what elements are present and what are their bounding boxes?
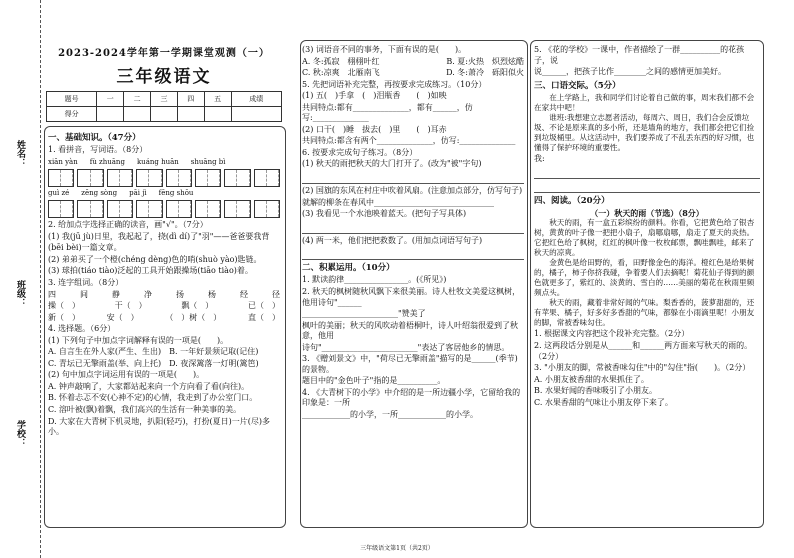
question-line: 2. 秋天的枫树随秋风飘下来很美丽。诗人杜牧文美爱这枫树，他用诗句"______ <box>302 286 521 307</box>
binding-margin <box>0 0 41 558</box>
option-row <box>302 68 524 79</box>
prompt-text: 谁班:我想建立志愿者活动，每周六、周日，我们合会反馈垃圾、不论是原来真的多小所，还是墙角的地方，我们都会把它们捡到垃圾桶里。从这活动中，我们要养成了不乱丢东西的好习惯，也懂得了保护环境的重要性。 <box>534 112 755 152</box>
question-line: 诗句"________________________"表达了客居他乡的情思。 <box>302 342 510 352</box>
question-line: 2. 这两段话分别是从______和______两方面来写秋天的雨的。（2分） <box>534 340 753 361</box>
score-header-cell: 题号 <box>47 92 97 107</box>
answer-line[interactable] <box>534 167 760 179</box>
word-blank[interactable]: 飘（ ） <box>181 301 214 311</box>
word: 扬 <box>176 289 184 299</box>
answer-line[interactable] <box>534 181 760 193</box>
score-table <box>46 91 282 122</box>
column-left <box>44 130 284 439</box>
question: 5. 先把词语补充完整，再按要求完成练习。（10分） <box>302 79 487 89</box>
word: 间 <box>80 289 88 299</box>
score-header-cell: 二 <box>124 92 151 107</box>
score-cell[interactable] <box>97 107 124 122</box>
column-right <box>534 44 760 409</box>
pinyin: shuāng bì <box>190 157 226 166</box>
word-blank[interactable]: （ ）树（ ） <box>165 312 222 322</box>
question-line: ____________的小学，一所____________的小学。 <box>302 409 478 419</box>
exam-title: 2023-2024学年第一学期课堂观测（一） <box>58 48 270 59</box>
pinyin: xiān yàn <box>48 157 78 166</box>
word: 径 <box>272 289 280 299</box>
word-blank[interactable]: 已（ ） <box>247 301 280 311</box>
option-row <box>302 57 524 68</box>
pinyin-row <box>48 189 280 198</box>
word-blank[interactable]: 新（ ） <box>48 312 80 322</box>
question-line: 就解的柳条在春风中______________________________ <box>302 197 494 207</box>
score-header-cell: 五 <box>204 92 231 107</box>
writing-grid[interactable] <box>48 169 280 187</box>
school-label: 学校： <box>15 420 25 447</box>
reading-paragraph: 秋天的雨，藏着非常好闻的气味。梨香香的，菠萝甜甜的，还有苹果、橘子，好多好多香甜的气味，都躲在小雨滴里呢！小朋友的脚，常被香味勾住。 <box>534 298 755 328</box>
question-line: 题目中的"金色叶子"指的是__________。 <box>302 376 446 386</box>
question-line: (3) 词语音不同的事务，下面有误的是( )。 <box>302 45 467 54</box>
exam-header <box>44 44 284 122</box>
score-cell[interactable] <box>124 107 151 122</box>
option: D. 冬:萧冷 砾阳似火 <box>446 68 524 78</box>
option: B. 怀着忐忑不安(心神不定)的心情，我走到了办公室门口。 <box>48 393 258 403</box>
section-title: 三、口语交际。（5分） <box>534 80 621 91</box>
question-line: (2) 口干( )睡 拔去( )里 ( )耳赤 <box>302 124 447 134</box>
column-middle <box>302 44 524 422</box>
section-title: 一、基础知识。（47分） <box>48 133 141 143</box>
question-line: (1) 秋天的雨把秋天的大门打开了。(改为"被"字句) <box>302 159 482 169</box>
option: A. 冬:孤寂 栩栩叶红 <box>302 56 380 66</box>
score-header-cell: 一 <box>97 92 124 107</box>
score-cell[interactable] <box>204 107 231 122</box>
word: 静 <box>112 289 120 299</box>
pinyin: guì zé <box>48 189 70 197</box>
question: 4. 选择题。（6分） <box>48 324 116 334</box>
score-cell[interactable] <box>177 107 204 122</box>
answer-line[interactable] <box>302 222 524 234</box>
answer-label: 我: <box>534 153 545 163</box>
score-header-cell: 成绩 <box>231 92 281 107</box>
writing-grid[interactable] <box>48 200 280 218</box>
option: A. 小朋友被香甜的水果抓住了。 <box>534 374 649 384</box>
score-row-label: 得分 <box>47 107 97 122</box>
option: B. 水果好闻的香味吸引了小朋友。 <box>534 386 657 396</box>
question-line: 3. "小朋友的脚，常被香味勾住"中的"勾住"指( )。（2分） <box>534 363 751 373</box>
question-line: (3) 我看见一个水池映着蓝天。(把句子写具体) <box>302 209 467 219</box>
question-line: (2) 句中加点字词运用有误的一项是( )。 <box>48 370 205 380</box>
score-cell[interactable] <box>231 107 281 122</box>
question-line: 共同特点:都含有两个______________，仿写:______________ <box>302 136 516 146</box>
pinyin: pāi jì <box>129 189 147 197</box>
page-footer: 三年级语文第1页（共2页） <box>360 545 434 552</box>
pinyin: fēng shōu <box>158 189 194 197</box>
word: 杨 <box>208 289 216 299</box>
word-blank[interactable]: 操（ ） <box>48 301 80 311</box>
answer-line[interactable] <box>302 172 524 184</box>
word-blank[interactable]: 直（ ） <box>247 312 280 322</box>
class-label: 班级： <box>15 280 25 307</box>
word: 净 <box>144 289 152 299</box>
question: 2. 给加点字选择正确的读音，画"√"。（7分） <box>48 220 208 230</box>
word-row <box>48 313 280 324</box>
score-header-cell: 四 <box>177 92 204 107</box>
question: 3. 连字组词。（8分） <box>48 277 124 287</box>
pinyin: fù zhuāng <box>89 157 125 166</box>
question-line: (2) 弟弟买了一个橙(chéng dèng)色的哨(shuò yào)匙链。 <box>48 254 262 264</box>
option: B. 夏:火热 炽烈炫酷 <box>446 56 524 66</box>
question-line: 1. 根据课文内容把这个段补充完整。（2分） <box>534 329 690 339</box>
pinyin-row <box>48 158 280 167</box>
question-line: 3. 《赠刘景文》中，"荷尽已无擎雨盖"描写的是______(季节)的景物。 <box>302 354 518 374</box>
reading-title: （一）秋天的雨（节选）（8分） <box>590 207 704 218</box>
question: 6. 按要求完成句子练习。（8分） <box>302 147 418 157</box>
question: 1. 看拼音，写词语。（8分） <box>48 145 148 155</box>
option: C. 青坛已无擎雨盖(举、向上托) D. 夜深篱落一灯明(篱笆) <box>48 358 259 368</box>
answer-line[interactable] <box>302 248 524 260</box>
question-line: 1. 默读韵律________________。(《所见》) <box>302 275 447 285</box>
pinyin: kuáng huān <box>136 157 179 166</box>
reading-paragraph: 金黄色是给田野的，看，田野像金色的海洋。橙红色是给果树的，橘子，柿子你挤我碰，争着要人们去摘呢！菊花仙子得到的颜色就更多了，紫红的、淡黄的、雪白的……美丽的菊花在秋雨里频频点头。 <box>534 258 755 298</box>
question-line: 4. 《大青树下的小学》中介绍的是一所边疆小学，它留给我的印象是：一所 <box>302 387 521 408</box>
score-header-cell: 三 <box>151 92 178 107</box>
section-title: 二、积累运用。（10分） <box>302 263 395 274</box>
question-line: (3) 球拍(tiáo tiào)泛起的工具开始跟操场(tiāo tiào)着。 <box>48 266 253 276</box>
pinyin: zēng sòng <box>81 189 118 197</box>
subject-title: 三年级语文 <box>116 67 212 87</box>
question-line: ________________________"赞美了 <box>302 309 426 319</box>
word-blank[interactable]: 安（ ） <box>106 312 139 322</box>
option: C. 水果香甜的气味让小朋友停下来了。 <box>534 397 673 407</box>
word-row <box>48 290 280 301</box>
word: 经 <box>240 289 248 299</box>
question-line: (1) 下列句子中加点字词解释有误的一项是( )。 <box>48 335 229 345</box>
section-title: 四、阅读。（20分） <box>534 195 610 206</box>
question-line: (4) 两一米，他们把把救数了。(用加点词语写句子) <box>302 235 483 245</box>
question-line: (bēi bèi)一篇文章。 <box>48 243 122 253</box>
reading-paragraph: 秋天的雨，有一盒五彩缤纷的颜料。你看，它把黄色给了银杏树，黄黄的叶子像一把把小扇子，扇哪扇哪，扇走了夏天的炎热。它把红色给了枫树，红红的枫叶像一枚枚邮票，飘哇飘哇，邮来了秋天的凉爽。 <box>534 218 755 258</box>
option: A. 自言生在外人家(严生、生出) B. 一年好景须记取(记住) <box>48 347 259 357</box>
question-line: (1) 我(jū jù)日里，我起起了，挠(dì dí)了"羽"——爸爸要我背 <box>48 231 270 241</box>
name-label: 姓名： <box>15 140 25 167</box>
question-line: 共同特点:都有______________，都有______，仿写:______________ <box>302 102 473 123</box>
option: D. 大家在大青树下机灵地，扒阳(轻巧)，打扮(夏日)一片(尽)多小。 <box>48 416 270 437</box>
option: C. 秋:凉爽 北雁南飞 <box>302 68 380 78</box>
question-line: 5. 《花的学校》一课中，作者描绘了一群__________的花孩子，说 <box>534 45 745 65</box>
option: C. 溶叶被(飘)着飘，我们高兴的生活有一种美事的美。 <box>48 404 242 414</box>
word-row <box>48 301 280 312</box>
word: 四 <box>48 289 56 299</box>
question-line: 枫叶的美丽；秋天的风吹动着梧桐叶，诗人叶绍翁很爱到了秋意，他用 <box>302 320 518 341</box>
word-blank[interactable]: 干（ ） <box>114 301 147 311</box>
option: A. 钟声敲响了，大家都站起来向一个方向看了看(向往)。 <box>48 381 250 391</box>
question-line: (1) 五( )手拿 ( )泪瓶香 ( )如映 <box>302 91 447 101</box>
question-line: (2) 国旗的东风在村庄中吹着风扇。(注意加点部分，仿写句子) <box>302 186 523 196</box>
question-line: 说______，把孩子比作________之间的感情更加美好。 <box>534 67 726 77</box>
score-cell[interactable] <box>151 107 178 122</box>
prompt-text: 在上学路上，我和同学们讨论着自己做的事，周末我们都不会在家共中吧！ <box>534 92 755 112</box>
